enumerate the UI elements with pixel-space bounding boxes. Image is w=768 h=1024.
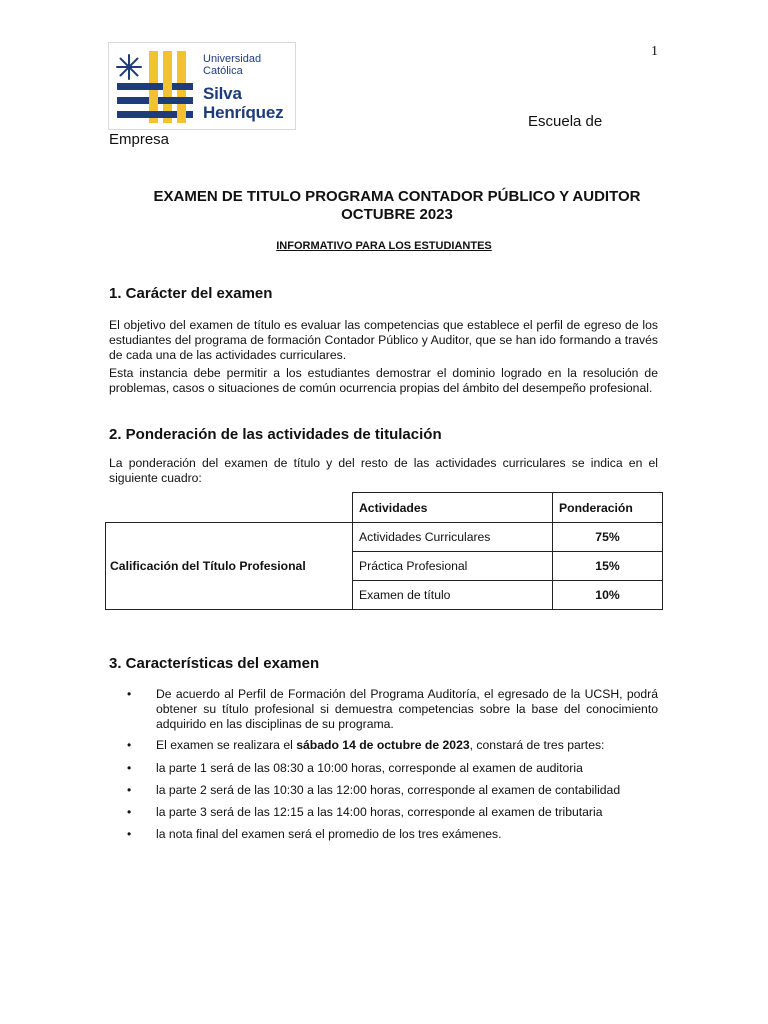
section2-heading: 2. Ponderación de las actividades de titulación (109, 426, 442, 443)
document-subtitle: INFORMATIVO PARA LOS ESTUDIANTES (276, 240, 492, 252)
bullet-icon: • (127, 805, 132, 819)
list-item-text: la parte 3 será de las 12:15 a las 14:00 horas, corresponde al examen de tributaria (156, 805, 603, 819)
table-group-label: Calificación del Título Profesional (105, 522, 353, 610)
bullet-icon: • (127, 738, 132, 752)
table-cell-weight: 15% (552, 551, 663, 581)
weighting-table (105, 492, 663, 610)
table-header-activities: Actividades (352, 492, 553, 523)
list-item-text (156, 738, 658, 753)
section1-heading: 1. Carácter del examen (109, 285, 273, 302)
section1-paragraph2: Esta instancia debe permitir a los estudiantes demostrar el dominio logrado en la resolución de problemas, casos o situaciones de común ocurrencia propias del ámbito del desempeño profesional. (109, 366, 658, 395)
page-number: 1 (651, 44, 658, 59)
logo-text-line2: Católica (203, 65, 243, 78)
list-item-text: la nota final del examen será el promedio de los tres exámenes. (156, 827, 502, 841)
document-title (108, 188, 686, 224)
list-item-text: De acuerdo al Perfil de Formación del Programa Auditoría, el egresado de la UCSH, podrá obtener su título profesional si demuestra competencias sobre la base del conocimiento adquirido en las disciplinas de su programa. (156, 687, 658, 731)
section3-heading: 3. Características del examen (109, 655, 320, 672)
logo-wordmark (203, 53, 283, 123)
exam-date-intro: El examen se realizara el (156, 738, 297, 752)
table-header-weight: Ponderación (552, 492, 663, 523)
bullet-icon: • (127, 761, 132, 775)
section1-paragraph1: El objetivo del examen de título es evaluar las competencias que establece el perfil de egreso de los estudiantes del programa de formación Contador Público y Auditor, que se han ido formando a través de cada una de las actividades curriculares. (109, 318, 658, 362)
table-cell-activity: Práctica Profesional (352, 551, 553, 581)
bullet-icon: • (127, 687, 132, 701)
logo-text-line1: Universidad (203, 53, 262, 65)
title-line2: OCTUBRE 2023 (341, 206, 453, 223)
table-cell-activity: Actividades Curriculares (352, 522, 553, 552)
school-name-part2: Empresa (109, 131, 170, 148)
table-cell-activity: Examen de título (352, 580, 553, 610)
section2-paragraph1: La ponderación del examen de título y del resto de las actividades curriculares se indica en el siguiente cuadro: (109, 456, 658, 485)
exam-date-suffix: , constará de tres partes: (469, 738, 605, 752)
bullet-icon: • (127, 827, 132, 841)
logo-text-line4: Henríquez (203, 102, 284, 122)
logo-mark-icon (109, 43, 197, 129)
table-cell-weight: 10% (552, 580, 663, 610)
logo-text-line3: Silva (203, 84, 242, 104)
university-logo (108, 42, 296, 130)
title-line1: EXAMEN DE TITULO PROGRAMA CONTADOR PÚBLICO Y AUDITOR (153, 188, 641, 205)
bullet-icon: • (127, 783, 132, 797)
list-item-text: la parte 2 será de las 10:30 a las 12:00 horas, corresponde al examen de contabilidad (156, 783, 621, 797)
school-name-part1: Escuela de (528, 113, 603, 130)
table-cell-weight: 75% (552, 522, 663, 552)
exam-date: sábado 14 de octubre de 2023 (296, 738, 470, 752)
list-item-text: la parte 1 será de las 08:30 a 10:00 horas, corresponde al examen de auditoria (156, 761, 583, 775)
